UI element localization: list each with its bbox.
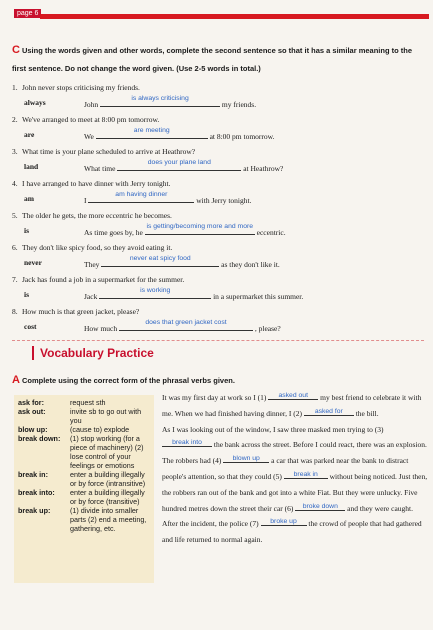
sentence-start: John [84, 100, 99, 109]
answer-blank[interactable] [304, 407, 354, 416]
item-number: 4. [12, 179, 18, 188]
sentence-end: with Jerry tonight. [196, 196, 252, 205]
rewrite-sentence [84, 191, 252, 205]
question-text: What time is your plane scheduled to arrive at Heathrow? [22, 147, 196, 156]
answer-blank[interactable] [261, 517, 307, 526]
verb-name: ask for: [18, 398, 44, 407]
vocab-title: Vocabulary Practice [40, 346, 154, 360]
answer-text: blown up [232, 455, 260, 463]
answer-text: am having dinner [115, 191, 168, 198]
exercise-item [12, 178, 424, 210]
rewrite-sentence [84, 287, 304, 301]
story-text [162, 390, 428, 548]
item-answer-row [12, 254, 424, 270]
answer-blank[interactable] [117, 159, 241, 171]
item-answer-row [12, 286, 424, 302]
story-segment: the bill. [355, 408, 379, 418]
item-question [12, 210, 424, 222]
story-segment: the bank across the street. Before I could react, there was an explosion. The robbers had (4) [162, 440, 427, 466]
answer-blank[interactable] [100, 95, 220, 107]
story-segment: without being noticed. Just then, the robbers ran out of the bank and got into a white Fiat. But they were unlucky. Five hundred metres down the street their car (6) [162, 471, 428, 513]
sentence-start: I [84, 196, 87, 205]
answer-text: is getting/becoming more and more [146, 223, 254, 230]
item-answer-row [12, 190, 424, 206]
page-number: page 6 [14, 9, 41, 18]
item-question [12, 274, 424, 286]
answer-text: is working [140, 287, 171, 294]
item-question [12, 242, 424, 254]
sentence-start: They [84, 260, 100, 269]
section-divider [12, 340, 424, 341]
verb-definition: enter a building illegally or by force (intransitive) [70, 470, 146, 488]
story-segment: As I was looking out of the window, I saw three masked men trying to (3) [162, 424, 384, 434]
key-word: cost [24, 322, 37, 331]
question-text: I have arranged to have dinner with Jerry tonight. [22, 179, 171, 188]
section-c-instruction [12, 40, 422, 76]
key-word: are [24, 130, 35, 139]
item-number: 6. [12, 243, 18, 252]
header-bar [40, 14, 429, 19]
instruction-text: Complete using the correct form of the phrasal verbs given. [21, 376, 235, 385]
verb-name: break up: [18, 506, 51, 515]
sentence-start: We [84, 132, 94, 141]
item-number: 7. [12, 275, 18, 284]
phrasal-verb-entry [18, 470, 150, 488]
section-letter: A [12, 374, 20, 386]
exercise-item [12, 114, 424, 146]
answer-blank[interactable] [88, 191, 194, 203]
phrasal-verb-entry [18, 488, 150, 506]
answer-text: does that green jacket cost [145, 319, 227, 326]
phrasal-verb-entry [18, 425, 150, 434]
answer-blank[interactable] [96, 127, 208, 139]
answer-blank[interactable] [119, 319, 253, 331]
question-text: How much is that green jacket, please? [22, 307, 140, 316]
page-header [0, 0, 433, 24]
verb-definition: (1) stop working (for a piece of machinery) (2) lose control of your feelings or emotions [70, 434, 144, 470]
sentence-start: Jack [84, 292, 98, 301]
item-answer-row [12, 222, 424, 238]
sentence-end: , please? [254, 324, 281, 333]
instruction-text: Using the words given and other words, complete the second sentence so that it has a similar meaning to the first sentence. Do not change the word given. (Use 2-5 words in total.) [12, 46, 413, 73]
rewrite-sentence [84, 223, 286, 237]
rewrite-sentence [84, 159, 284, 173]
sentence-end: my friends. [221, 100, 257, 109]
answer-text: broke down [302, 502, 338, 510]
item-answer-row [12, 94, 424, 110]
exercise-item [12, 146, 424, 178]
verb-name: break in: [18, 470, 48, 479]
answer-blank[interactable] [284, 470, 328, 479]
exercise-items [12, 82, 424, 338]
key-word: never [24, 258, 42, 267]
answer-text: break into [172, 439, 202, 447]
item-question [12, 146, 424, 158]
question-text: The older he gets, the more eccentric he becomes. [22, 211, 172, 220]
exercise-item [12, 82, 424, 114]
answer-text: does your plane land [147, 159, 211, 166]
verb-name: break down: [18, 434, 61, 443]
key-word: land [24, 162, 39, 171]
answer-text: asked for [314, 407, 343, 415]
story-segment: and they were caught. [347, 503, 413, 513]
answer-blank[interactable] [295, 502, 345, 511]
verb-name: blow up: [18, 425, 48, 434]
answer-text: are meeting [133, 127, 170, 134]
sentence-end: in a supermarket this summer. [213, 292, 304, 301]
answer-blank[interactable] [99, 287, 211, 299]
answer-blank[interactable] [223, 454, 269, 463]
phrasal-verb-entry [18, 506, 150, 533]
rewrite-sentence [84, 95, 257, 109]
answer-blank[interactable] [268, 391, 318, 400]
story-segment: a car that was parked near the bank to distract people's attention, so that they could (5) [162, 456, 409, 481]
sentence-end: at Heathrow? [243, 164, 284, 173]
verb-definition: (cause to) explode [70, 425, 130, 434]
answer-text: asked out [278, 392, 308, 399]
item-question [12, 178, 424, 190]
item-number: 5. [12, 211, 18, 220]
exercise-item [12, 242, 424, 274]
story-segment: After the incident, the police (7) [162, 519, 259, 529]
item-answer-row [12, 158, 424, 174]
rewrite-sentence [84, 255, 280, 269]
answer-text: broke up [270, 518, 297, 526]
item-question [12, 82, 424, 94]
rewrite-sentence [84, 127, 275, 141]
sentence-start: As time goes by, he [84, 228, 143, 237]
story-segment: It was my first day at work so I (1) [162, 393, 267, 402]
phrasal-verb-entry [18, 398, 150, 407]
item-question [12, 306, 424, 318]
vocab-instruction [12, 374, 235, 386]
sentence-start: What time [84, 164, 116, 173]
key-word: is [24, 290, 30, 299]
sentence-end: at 8:00 pm tomorrow. [209, 132, 275, 141]
answer-blank[interactable] [145, 223, 255, 235]
phrasal-verb-entry [18, 407, 150, 425]
item-answer-row [12, 318, 424, 334]
question-text: We've arranged to meet at 8:00 pm tomorrow. [22, 115, 160, 124]
story-segment: the crowd of people that had gathered and life returned to normal again. [162, 519, 422, 545]
answer-blank[interactable] [162, 438, 212, 447]
question-text: John never stops criticising my friends. [22, 83, 140, 92]
story-segment: my best friend to celebrate it with me. When we had finished having dinner, I (2) [162, 393, 422, 418]
verb-definition: invite sb to go out with you [70, 407, 142, 425]
verb-definition: request sth [70, 398, 106, 407]
key-word: am [24, 194, 34, 203]
phrasal-verbs-box [14, 395, 154, 583]
item-answer-row [12, 126, 424, 142]
answer-text: never eat spicy food [129, 255, 191, 262]
item-number: 2. [12, 115, 18, 124]
answer-text: break in [293, 470, 318, 478]
question-text: They don't like spicy food, so they avoid eating it. [22, 243, 173, 252]
verb-name: ask out: [18, 407, 46, 416]
section-letter: C [12, 44, 20, 56]
sentence-end: eccentric. [256, 228, 286, 237]
verb-definition: (1) divide into smaller parts (2) end a meeting, gathering, etc. [70, 506, 147, 533]
answer-blank[interactable] [101, 255, 219, 267]
sentence-start: How much [84, 324, 118, 333]
sentence-end: as they don't like it. [221, 260, 280, 269]
key-word: always [24, 98, 46, 107]
verb-name: break into: [18, 488, 55, 497]
exercise-item [12, 306, 424, 338]
exercise-item [12, 274, 424, 306]
exercise-item [12, 210, 424, 242]
phrasal-verb-entry [18, 434, 150, 470]
item-number: 1. [12, 83, 18, 92]
answer-text: is always criticising [131, 95, 189, 102]
key-word: is [24, 226, 30, 235]
item-number: 3. [12, 147, 18, 156]
question-text: Jack has found a job in a supermarket for the summer. [22, 275, 185, 284]
item-number: 8. [12, 307, 18, 316]
verb-definition: enter a building illegally or by force (transitive) [70, 488, 145, 506]
item-question [12, 114, 424, 126]
rewrite-sentence [84, 319, 281, 333]
